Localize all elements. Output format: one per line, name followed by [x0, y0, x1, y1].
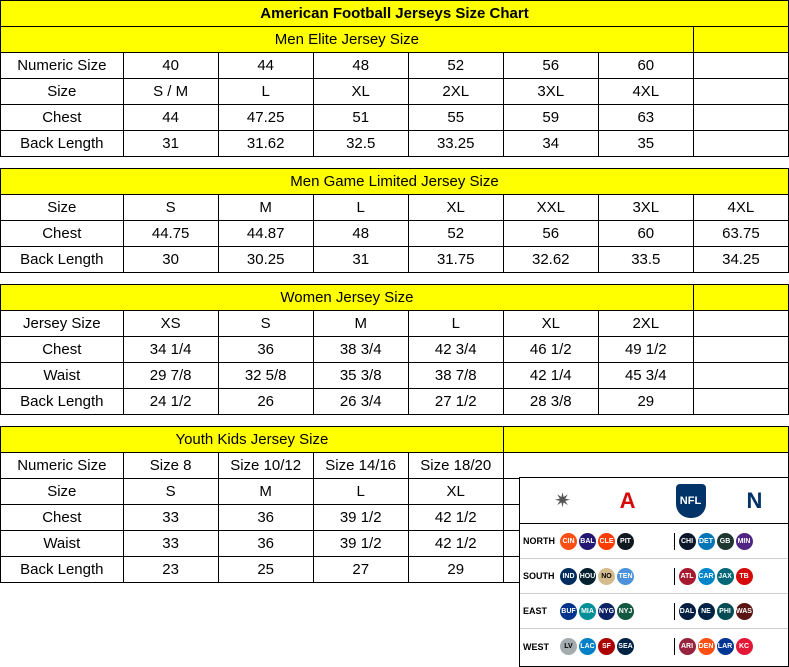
table-cell: 63.75: [693, 221, 788, 247]
team-logo-icon: SEA: [617, 638, 634, 655]
row-label: Back Length: [1, 389, 124, 415]
team-logo-icon: CHI: [679, 533, 696, 550]
table-cell: 32.5: [313, 131, 408, 157]
section-heading-men-game-limited: Men Game Limited Jersey Size: [1, 169, 789, 195]
table-cell: S / M: [123, 79, 218, 105]
division-label: SOUTH: [523, 571, 555, 581]
table-cell: 35: [598, 131, 693, 157]
team-logo-icon: DET: [698, 533, 715, 550]
row-label: Back Length: [1, 247, 124, 273]
table-cell: 34 1/4: [123, 337, 218, 363]
team-logo-icon: BAL: [579, 533, 596, 550]
table-cell: 44: [123, 105, 218, 131]
row-label: Back Length: [1, 131, 124, 157]
table-row: [1, 363, 789, 389]
table-cell: 44.75: [123, 221, 218, 247]
section-heading-youth-kids: Youth Kids Jersey Size: [1, 427, 504, 453]
table-cell: 40: [123, 53, 218, 79]
team-logo-icon: MIA: [579, 603, 596, 620]
team-logo-icon: LAC: [579, 638, 596, 655]
section-heading-row: [1, 169, 789, 195]
table-cell: 29: [408, 557, 503, 583]
table-row: [1, 79, 789, 105]
table-cell: 38 7/8: [408, 363, 503, 389]
table-cell: 49 1/2: [598, 337, 693, 363]
table-cell: 35 3/8: [313, 363, 408, 389]
table-cell: 26 3/4: [313, 389, 408, 415]
row-label: Waist: [1, 531, 124, 557]
table-cell: 25: [218, 557, 313, 583]
table-cell: Size 14/16: [313, 453, 408, 479]
table-row: [1, 389, 789, 415]
section-gap: [1, 157, 789, 169]
table-cell: M: [313, 311, 408, 337]
spacer-cell: [503, 427, 788, 453]
table-cell: 36: [218, 531, 313, 557]
section-gap: [1, 415, 789, 427]
table-cell: 39 1/2: [313, 505, 408, 531]
table-cell: 59: [503, 105, 598, 131]
table-row: [1, 337, 789, 363]
table-cell: 31.62: [218, 131, 313, 157]
table-cell: 33: [123, 505, 218, 531]
chart-title: American Football Jerseys Size Chart: [1, 1, 789, 27]
table-cell: 2XL: [408, 79, 503, 105]
team-logo-icon: NYG: [598, 603, 615, 620]
table-cell: 33: [123, 531, 218, 557]
section-heading-women: Women Jersey Size: [1, 285, 694, 311]
table-row: [1, 311, 789, 337]
table-cell: L: [408, 311, 503, 337]
chart-title-row: [1, 1, 789, 27]
table-cell: Size 8: [123, 453, 218, 479]
division-label: NORTH: [523, 536, 555, 546]
team-logo-icon: NYJ: [617, 603, 634, 620]
afc-east-teams: [560, 603, 675, 620]
table-row: [1, 221, 789, 247]
team-logo-icon: SF: [598, 638, 615, 655]
team-logo-icon: DEN: [698, 638, 715, 655]
team-logo-icon: CLE: [598, 533, 615, 550]
team-logo-icon: MIN: [736, 533, 753, 550]
team-logo-icon: NE: [698, 603, 715, 620]
table-cell: 38 3/4: [313, 337, 408, 363]
table-row: [1, 131, 789, 157]
table-cell: 27 1/2: [408, 389, 503, 415]
table-cell: XS: [123, 311, 218, 337]
table-cell: 55: [408, 105, 503, 131]
spacer-cell: [693, 285, 788, 311]
table-cell: 33.5: [598, 247, 693, 273]
team-logo-icon: NO: [598, 568, 615, 585]
team-logo-icon: GB: [717, 533, 734, 550]
spacer-cell: [693, 105, 788, 131]
team-logo-icon: ATL: [679, 568, 696, 585]
table-cell: L: [218, 79, 313, 105]
team-logo-icon: IND: [560, 568, 577, 585]
table-cell: 30.25: [218, 247, 313, 273]
team-logo-icon: LAR: [717, 638, 734, 655]
nfc-logo-icon: N: [746, 487, 762, 513]
table-cell: 27: [313, 557, 408, 583]
team-logo-icon: BUF: [560, 603, 577, 620]
table-cell: 2XL: [598, 311, 693, 337]
spacer-cell: [693, 337, 788, 363]
team-logo-icon: TB: [736, 568, 753, 585]
nfl-shield-icon: NFL: [676, 484, 706, 518]
spacer-cell: [503, 453, 788, 479]
spacer-cell: [693, 131, 788, 157]
table-cell: 36: [218, 337, 313, 363]
table-cell: 56: [503, 221, 598, 247]
table-cell: Size 10/12: [218, 453, 313, 479]
table-cell: 52: [408, 53, 503, 79]
table-cell: 3XL: [598, 195, 693, 221]
team-logo-icon: WAS: [736, 603, 753, 620]
table-cell: 31: [313, 247, 408, 273]
team-logo-icon: LV: [560, 638, 577, 655]
row-label: Jersey Size: [1, 311, 124, 337]
team-logo-icon: JAX: [717, 568, 734, 585]
afc-south-teams: [560, 568, 675, 585]
team-logo-icon: HOU: [579, 568, 596, 585]
table-cell: 30: [123, 247, 218, 273]
table-cell: 29: [598, 389, 693, 415]
table-cell: Size 18/20: [408, 453, 503, 479]
spacer-cell: [693, 311, 788, 337]
table-cell: 4XL: [598, 79, 693, 105]
table-cell: 44.87: [218, 221, 313, 247]
row-label: Numeric Size: [1, 53, 124, 79]
row-label: Chest: [1, 505, 124, 531]
table-cell: 3XL: [503, 79, 598, 105]
division-row-west: [520, 629, 788, 664]
team-logo-icon: PIT: [617, 533, 634, 550]
team-logo-icon: PHI: [717, 603, 734, 620]
conference-logos-row: [520, 478, 788, 524]
table-cell: 24 1/2: [123, 389, 218, 415]
section-heading-row: [1, 285, 789, 311]
table-cell: 39 1/2: [313, 531, 408, 557]
table-cell: 28 3/8: [503, 389, 598, 415]
section-gap: [1, 273, 789, 285]
table-cell: 42 1/2: [408, 531, 503, 557]
table-cell: 60: [598, 53, 693, 79]
row-label: Chest: [1, 105, 124, 131]
nfl-team-logos-panel: [519, 477, 789, 667]
team-logo-icon: CAR: [698, 568, 715, 585]
section-heading-row: [1, 27, 789, 53]
table-cell: 32 5/8: [218, 363, 313, 389]
star-mark-icon: ✷: [554, 490, 571, 512]
table-cell: 46 1/2: [503, 337, 598, 363]
spacer-cell: [693, 79, 788, 105]
row-label: Chest: [1, 221, 124, 247]
table-cell: 29 7/8: [123, 363, 218, 389]
spacer-cell: [693, 53, 788, 79]
table-cell: 47.25: [218, 105, 313, 131]
table-cell: 31: [123, 131, 218, 157]
row-label: Size: [1, 479, 124, 505]
table-cell: 4XL: [693, 195, 788, 221]
table-cell: XXL: [503, 195, 598, 221]
row-label: Size: [1, 195, 124, 221]
section-heading-men-elite: Men Elite Jersey Size: [1, 27, 694, 53]
table-cell: 51: [313, 105, 408, 131]
table-cell: 23: [123, 557, 218, 583]
team-logo-icon: TEN: [617, 568, 634, 585]
table-cell: S: [123, 479, 218, 505]
table-cell: S: [218, 311, 313, 337]
spacer-cell: [693, 27, 788, 53]
table-row: [1, 195, 789, 221]
table-row: [1, 105, 789, 131]
nfc-south-teams: [675, 568, 789, 585]
table-cell: XL: [503, 311, 598, 337]
row-label: Numeric Size: [1, 453, 124, 479]
division-row-north: [520, 524, 788, 559]
table-cell: 31.75: [408, 247, 503, 273]
nfc-east-teams: [675, 603, 789, 620]
table-cell: 42 1/4: [503, 363, 598, 389]
table-cell: 42 1/2: [408, 505, 503, 531]
table-cell: 45 3/4: [598, 363, 693, 389]
table-cell: 32.62: [503, 247, 598, 273]
row-label: Size: [1, 79, 124, 105]
row-label: Waist: [1, 363, 124, 389]
table-cell: XL: [408, 479, 503, 505]
row-label: Chest: [1, 337, 124, 363]
table-cell: 42 3/4: [408, 337, 503, 363]
team-logo-icon: ARI: [679, 638, 696, 655]
table-cell: M: [218, 195, 313, 221]
section-heading-row: [1, 427, 789, 453]
table-cell: L: [313, 195, 408, 221]
table-cell: 44: [218, 53, 313, 79]
spacer-cell: [693, 363, 788, 389]
table-cell: M: [218, 479, 313, 505]
table-cell: 56: [503, 53, 598, 79]
nfc-west-teams: [675, 638, 789, 655]
table-cell: 33.25: [408, 131, 503, 157]
team-logo-icon: CIN: [560, 533, 577, 550]
table-cell: XL: [313, 79, 408, 105]
division-row-east: [520, 594, 788, 629]
table-cell: L: [313, 479, 408, 505]
table-row: [1, 53, 789, 79]
table-cell: 60: [598, 221, 693, 247]
table-cell: XL: [408, 195, 503, 221]
nfc-north-teams: [675, 533, 789, 550]
table-cell: S: [123, 195, 218, 221]
division-label: WEST: [523, 641, 549, 652]
team-logo-icon: KC: [736, 638, 753, 655]
division-row-south: [520, 559, 788, 594]
table-row: [1, 453, 789, 479]
afc-west-teams: [560, 638, 675, 655]
table-cell: 63: [598, 105, 693, 131]
afc-logo-icon: A: [619, 487, 635, 513]
table-cell: 48: [313, 53, 408, 79]
team-logo-icon: DAL: [679, 603, 696, 620]
table-cell: 36: [218, 505, 313, 531]
division-label: EAST: [523, 606, 548, 616]
table-cell: 34: [503, 131, 598, 157]
table-cell: 34.25: [693, 247, 788, 273]
spacer-cell: [693, 389, 788, 415]
table-row: [1, 247, 789, 273]
row-label: Back Length: [1, 557, 124, 583]
afc-north-teams: [560, 533, 675, 550]
table-cell: 26: [218, 389, 313, 415]
table-cell: 52: [408, 221, 503, 247]
table-cell: 48: [313, 221, 408, 247]
